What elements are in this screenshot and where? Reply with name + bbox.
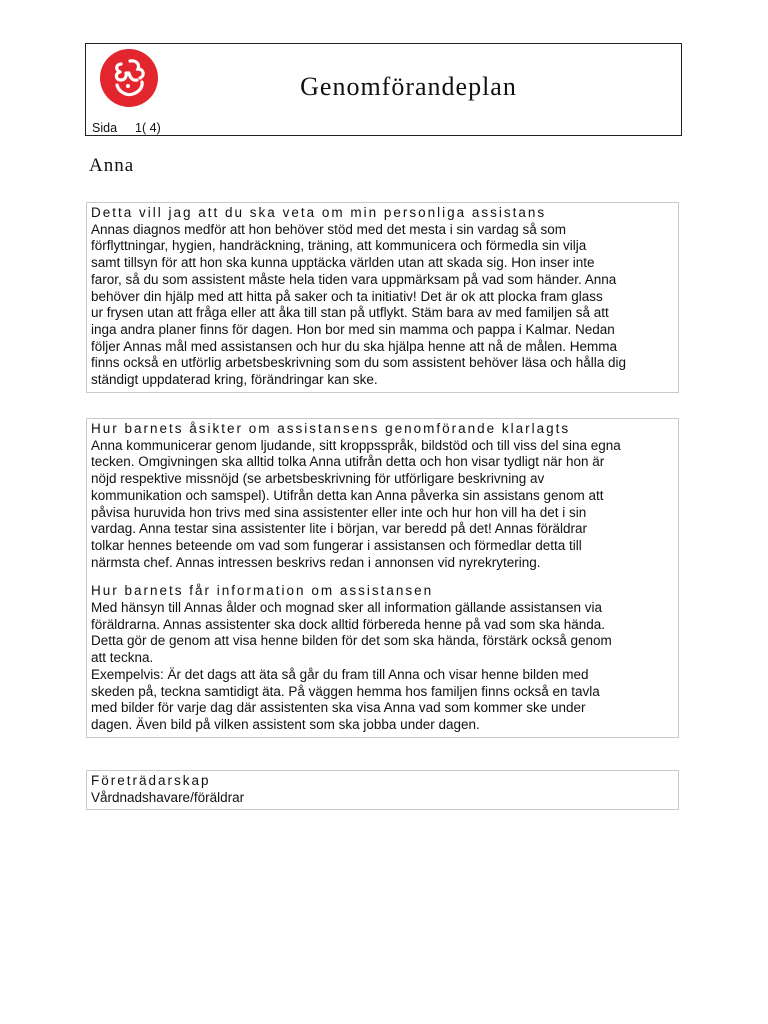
section-body: Annas diagnos medför att hon behöver stöd med det mesta i sin vardag så som förflyttningar, hygien, handräckning, träning, att kommunicera och förmedla sin vilja samt tillsyn för att hon ska kunna upptäcka världen utan att skada sig. Hon inser inte faror, så du som assistent måste hela tiden vara uppmärksam på vad som händer. Anna behöver din hjälp med att hitta på saker och ta initiativ! Det är ok att plocka fram glass ur frysen utan att fråga eller att åka till stan på utflykt. Stäm bara av med familjen så att inga andra planer finns för dagen. Hon bor med sin mamma och pappa i Kalmar. Nedan följer Annas mål med assistansen och hur du ska hjälpa henne att nå de målen. Hemma finns också en utförlig arbetsbeskrivning som du som assistent behöver läsa och hålla dig ständigt uppdaterad kring, förändringar kan ske. [91,221,627,388]
document-title: Genomförandeplan [300,72,517,101]
section-child-views [86,418,679,738]
section-heading-views: Hur barnets åsikter om assistansens genomförande klarlagts [91,421,571,436]
section-representation [86,770,679,810]
section-body-information: Med hänsyn till Annas ålder och mognad sker all information gällande assistansen via föräldrarna. Annas assistenter ska dock alltid förbereda henne på vad som ska hända. Detta gör de genom att visa henne bilden för det som ska hända, förstärk också genom att teckna. Exempelvis: Är det dags att äta så går du fram till Anna och visar henne bilden med skeden på, teckna samtidigt äta. På väggen hemma hos familjen finns också en tavla med bilder för varje dag där assistenten ska visa Anna vad som kommer ske under dagen. Även bild på vilken assistent som ska jobba under dagen. [91,600,612,732]
section-body: Vårdnadshavare/föräldrar [91,789,245,805]
section-spacer [91,571,674,583]
section-heading: Detta vill jag att du ska veta om min personliga assistans [91,205,547,220]
document-header [85,43,682,136]
person-name: Anna [89,155,135,176]
page-label: Sida [92,121,118,135]
section-body-views: Anna kommunicerar genom ljudande, sitt kroppsspråk, bildstöd och till viss del sina egna tecken. Omgivningen ska alltid tolka Anna utifrån detta och hon visar tydligt när hon är nöjd respektive missnöjd (se arbetsbeskrivning för utförligare beskrivning av kommunikation och samspel). Utifrån detta kan Anna påverka sin assistans genom att påvisa huruvida hon trivs med sina assistenter eller inte och hur hon vill ha det i sin vardag. Anna testar sina assistenter lite i början, var beredd på det! Annas föräldrar tolkar hennes beteende om vad som fungerar i assistansen och förmedlar detta till närmsta chef. Annas intressen beskrivs redan i annonsen vid nyrekrytering. [91,437,621,570]
section-about-assistance [86,202,679,393]
page-indicator [92,121,161,135]
section-heading-information: Hur barnets får information om assistansen [91,583,434,599]
page-number: 1( 4) [135,121,161,135]
section-heading: Företrädarskap [91,773,211,788]
